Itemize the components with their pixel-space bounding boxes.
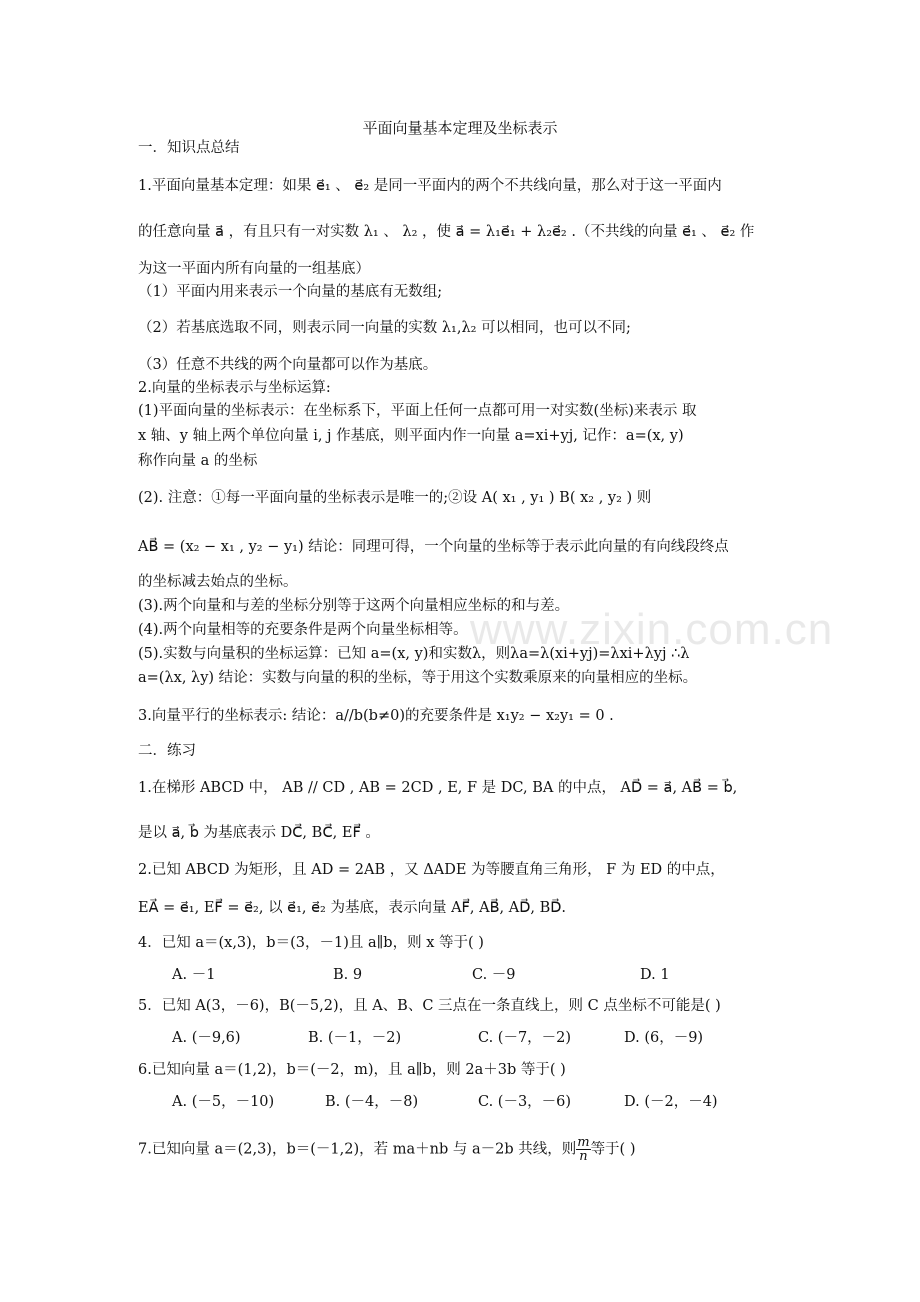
- text-line: 为这一平面内所有向量的一组基底）: [138, 261, 370, 277]
- exercise-line: 6.已知向量 a＝(1,2)，b＝(－2，m)，且 a∥b，则 2a＋3b 等于( ): [138, 1062, 566, 1078]
- text-line: (3).两个向量和与差的坐标分别等于这两个向量相应坐标的和与差。: [138, 598, 570, 614]
- text-line: 的坐标减去始点的坐标。: [138, 574, 298, 590]
- text-line: 的任意向量 a⃗ ，有且只有一对实数 λ₁ 、 λ₂ ，使 a⃗ = λ₁e⃗₁ + λ₂e⃗₂ .（不共线的向量 e⃗₁ 、 e⃗₂ 作: [138, 224, 755, 240]
- section-heading: 二．练习: [138, 743, 196, 759]
- exercise-line: 2.已知 ABCD 为矩形，且 AD = 2AB ，又 ΔADE 为等腰直角三角形， F 为 ED 的中点，: [138, 862, 725, 878]
- section-heading: 一．知识点总结: [138, 140, 240, 156]
- option-a: A. (－9,6): [172, 1030, 241, 1046]
- text-line: （2）若基底选取不同，则表示同一向量的实数 λ₁,λ₂ 可以相同，也可以不同;: [138, 320, 631, 336]
- exercise-text-tail: 等于( ): [590, 1141, 636, 1158]
- exercise-line: 4．已知 a＝(x,3)，b＝(3，－1)且 a∥b，则 x 等于( ): [138, 935, 484, 951]
- text-line: AB⃗ = (x₂ − x₁ , y₂ − y₁) 结论：同理可得，一个向量的坐标等于表示此向量的有向线段终点: [138, 539, 729, 555]
- text-line: 3.向量平行的坐标表示: 结论：a//b(b≠0)的充要条件是 x₁y₂ − x₂y₁ = 0 .: [138, 708, 614, 724]
- option-b: B. (－1，－2): [308, 1030, 402, 1046]
- fraction-denominator: n: [579, 1149, 588, 1164]
- text-line: （3）任意不共线的两个向量都可以作为基底。: [138, 357, 438, 373]
- watermark: www.zixin.com.cn: [470, 605, 834, 654]
- page-title: 平面向量基本定理及坐标表示: [362, 119, 558, 137]
- text-line: （1）平面内用来表示一个向量的基底有无数组;: [138, 284, 443, 300]
- text-line: x 轴、y 轴上两个单位向量 i, j 作基底，则平面内作一向量 a=xi+yj, 记作：a=(x, y): [138, 428, 684, 444]
- text-line: (4).两个向量相等的充要条件是两个向量坐标相等。: [138, 622, 468, 638]
- option-c: C. (－3，－6): [478, 1094, 572, 1110]
- text-line: 称作向量 a 的坐标: [138, 453, 258, 469]
- text-line: a=(λx, λy) 结论：实数与向量的积的坐标，等于用这个实数乘原来的向量相应的坐标。: [138, 670, 698, 686]
- exercise-line: EA⃗ = e⃗₁, EF⃗ = e⃗₂, 以 e⃗₁, e⃗₂ 为基底，表示向量 AF⃗, AB⃗, AD⃗, BD⃗.: [138, 900, 567, 916]
- exercise-line: 5．已知 A(3，－6)，B(－5,2)，且 A、B、C 三点在一条直线上，则 C 点坐标不可能是( ): [138, 998, 721, 1014]
- fraction: [576, 1136, 590, 1163]
- exercise-text: 7.已知向量 a＝(2,3)，b＝(－1,2)，若 ma＋nb 与 a－2b 共线，则: [138, 1141, 577, 1158]
- text-line: 1.平面向量基本定理：如果 e⃗₁ 、 e⃗₂ 是同一平面内的两个不共线向量，那么对于这一平面内: [138, 178, 722, 194]
- option-a: A. －1: [172, 967, 216, 983]
- text-line: (5).实数与向量积的坐标运算：已知 a=(x, y)和实数λ，则λa=λ(xi+yj)=λxi+λyj ∴λ: [138, 646, 690, 662]
- fraction-numerator: m: [577, 1135, 590, 1150]
- text-line: (2). 注意：①每一平面向量的坐标表示是唯一的;②设 A( x₁ , y₁ ) B( x₂ , y₂ ) 则: [138, 490, 652, 506]
- option-b: B. 9: [333, 967, 363, 983]
- option-c: C. －9: [472, 967, 516, 983]
- option-d: D. (－2，－4): [624, 1094, 718, 1110]
- exercise-line: 是以 a⃗, b⃗ 为基底表示 DC⃗, BC⃗, EF⃗ 。: [138, 825, 380, 841]
- text-line: 2.向量的坐标表示与坐标运算:: [138, 380, 331, 396]
- option-d: D. 1: [640, 967, 670, 983]
- option-a: A. (－5，－10): [172, 1094, 275, 1110]
- exercise-line: 1.在梯形 ABCD 中， AB // CD , AB = 2CD , E, F 是 DC, BA 的中点， AD⃗ = a⃗, AB⃗ = b⃗,: [138, 780, 738, 796]
- option-b: B. (－4，－8): [325, 1094, 419, 1110]
- option-d: D. (6，－9): [624, 1030, 704, 1046]
- text-line: (1)平面向量的坐标表示：在坐标系下，平面上任何一点都可用一对实数(坐标)来表示 取: [138, 403, 697, 419]
- exercise-line: [138, 1136, 636, 1163]
- option-c: C. (－7，－2): [478, 1030, 572, 1046]
